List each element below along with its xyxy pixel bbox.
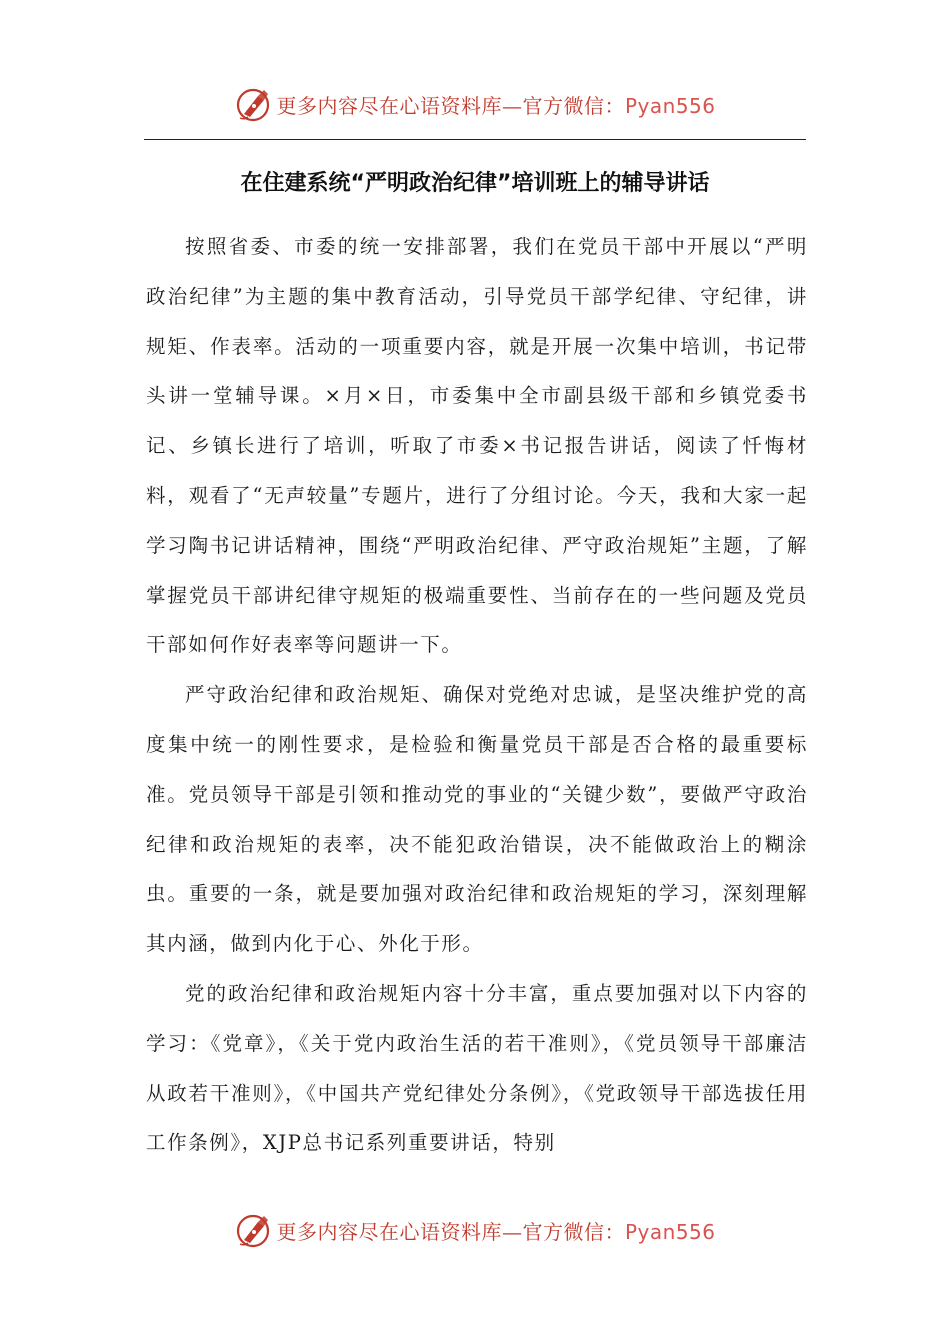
banner-prefix: 更多内容尽在心语资料库 (276, 93, 502, 118)
banner-wechat-id: Pyan556 (624, 93, 716, 118)
banner-wechat-label: 官方微信： (522, 1219, 625, 1244)
pen-nib-logo-icon (234, 84, 274, 124)
banner-prefix: 更多内容尽在心语资料库 (276, 1219, 502, 1244)
document-body (146, 222, 808, 1168)
header-banner-text (276, 90, 715, 119)
banner-wechat-label: 官方微信： (522, 93, 625, 118)
footer-banner-text (276, 1216, 715, 1245)
document-title: 在住建系统“严明政治纪律”培训班上的辅导讲话 (240, 171, 710, 196)
banner-dash: — (501, 93, 523, 118)
header-banner (0, 82, 950, 126)
footer-banner (0, 1208, 950, 1252)
pen-nib-logo-icon (234, 1210, 274, 1250)
paragraph-3: 党的政治纪律和政治规矩内容十分丰富，重点要加强对以下内容的学习：《党章》，《关于党内政治生活的若干准则》，《党员领导干部廉洁从政若干准则》，《中国共产党纪律处分条例》，《党政领导干部选拔任用工作条例》，XJP总书记系列重要讲话，特别 (146, 981, 808, 1155)
paragraph-2: 严守政治纪律和政治规矩、确保对党绝对忠诚，是坚决维护党的高度集中统一的刚性要求，是检验和衡量党员干部是否合格的最重要标准。党员领导干部是引领和推动党的事业的“关键少数”，要做严守政治纪律和政治规矩的表率，决不能犯政治错误，决不能做政治上的糊涂虫。重要的一条，就是要加强对政治纪律和政治规矩的学习，深刻理解其内涵，做到内化于心、外化于形。 (146, 683, 808, 956)
banner-wechat-id: Pyan556 (624, 1219, 716, 1244)
header-divider (144, 139, 806, 140)
banner-dash: — (501, 1219, 523, 1244)
paragraph-1: 按照省委、市委的统一安排部署，我们在党员干部中开展以“严明政治纪律”为主题的集中教育活动，引导党员干部学纪律、守纪律，讲规矩、作表率。活动的一项重要内容，就是开展一次集中培训，书记带头讲一堂辅导课。×月×日，市委集中全市副县级干部和乡镇党委书记、乡镇长进行了培训，听取了市委×书记报告讲话，阅读了忏悔材料，观看了“无声较量”专题片，进行了分组讨论。今天，我和大家一起学习陶书记讲话精神，围绕“严明政治纪律、严守政治规矩”主题，了解掌握党员干部讲纪律守规矩的极端重要性、当前存在的一些问题及党员干部如何作好表率等问题讲一下。 (146, 235, 808, 657)
